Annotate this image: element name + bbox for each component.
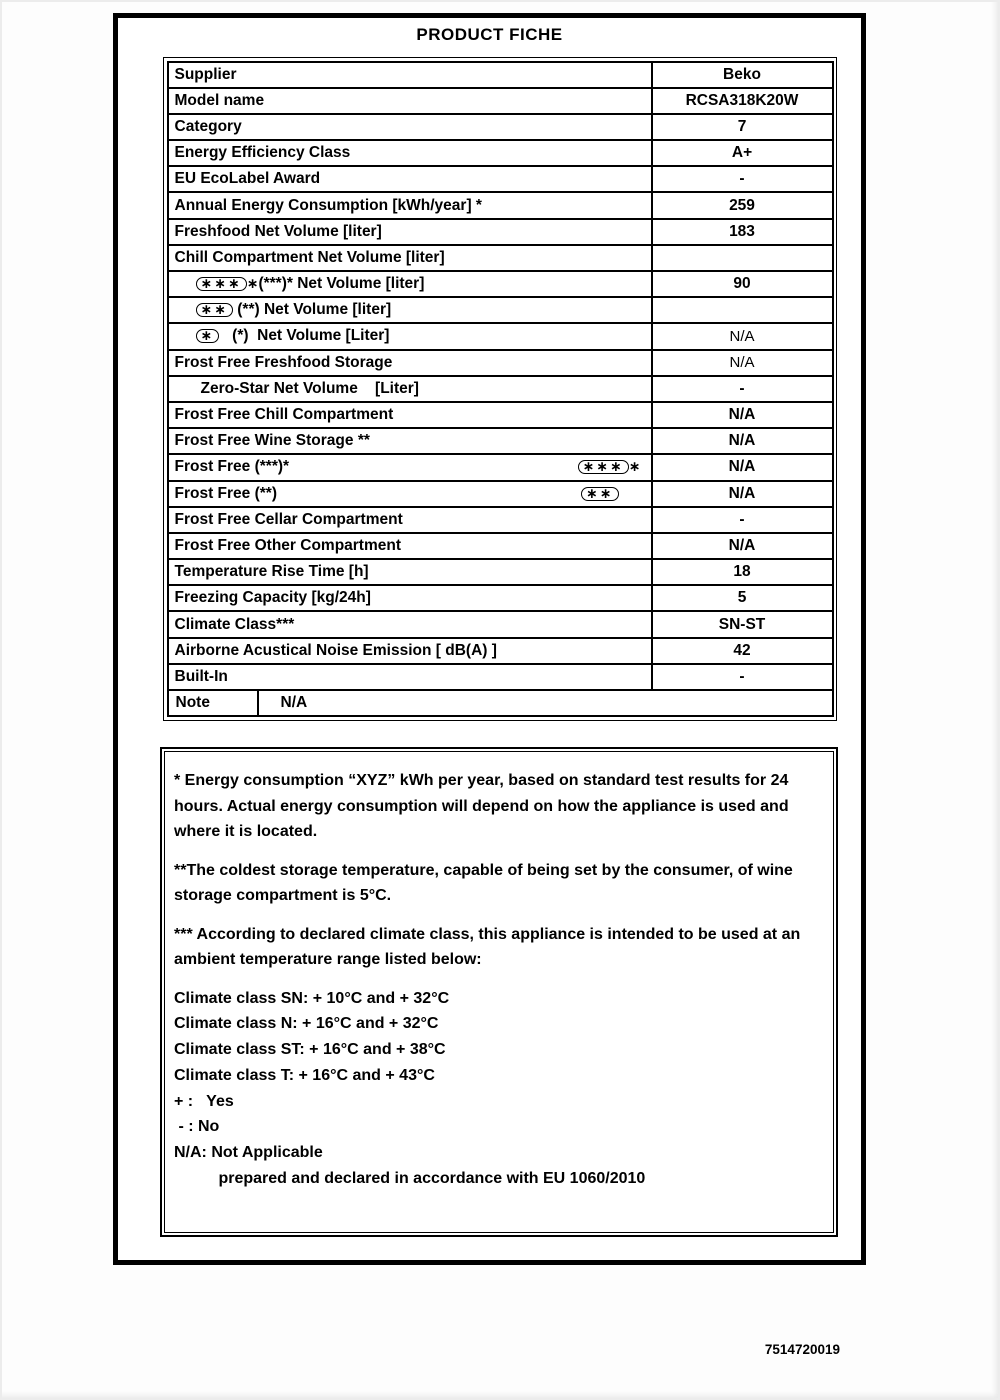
extra-star-icon: ∗ <box>628 458 641 475</box>
freezer-two-star-rating-icon: ∗∗ <box>196 303 233 317</box>
row-label <box>169 272 653 296</box>
table-row-frostfree-two-star <box>169 480 832 506</box>
table-row-freezing-capacity <box>169 584 832 610</box>
row-value: - <box>739 170 745 188</box>
row-value <box>653 246 832 270</box>
star-rating-group <box>581 484 618 501</box>
row-value: N/A <box>728 406 756 424</box>
freezer-three-star-rating-icon: ∗∗∗ <box>196 277 247 291</box>
row-label: Frost Free Freshfood Storage <box>169 351 653 375</box>
page-title: PRODUCT FICHE <box>416 25 563 44</box>
table-row-frostfree-chill <box>169 401 832 427</box>
legend-plus-yes-line: + : Yes <box>174 1092 234 1110</box>
table-row-annual-energy <box>169 191 832 217</box>
row-value: 183 <box>729 222 755 240</box>
row-value: N/A <box>728 484 756 502</box>
row-value: - <box>739 667 745 685</box>
row-label: Freshfood Net Volume [liter] <box>169 220 653 244</box>
table-row-temp-rise-time <box>169 558 832 584</box>
freezer-two-star-rating-icon: ∗∗ <box>581 487 618 501</box>
row-label <box>169 324 653 348</box>
row-label: Zero-Star Net Volume [Liter] <box>169 377 653 401</box>
row-value: N/A <box>729 354 755 372</box>
table-row-two-star-volume <box>169 296 832 322</box>
climate-class-sn-line: Climate class SN: + 10°C and + 32°C <box>174 989 450 1007</box>
table-row-built-in <box>169 663 832 689</box>
table-row-frostfree-other <box>169 532 832 558</box>
row-label <box>169 298 653 322</box>
row-label <box>169 455 653 479</box>
product-spec-table <box>163 57 837 721</box>
table-row-one-star-volume <box>169 322 832 348</box>
row-label: Frost Free Cellar Compartment <box>169 508 653 532</box>
row-label: Temperature Rise Time [h] <box>169 560 653 584</box>
row-label: Airborne Acustical Noise Emission [ dB(A) ] <box>169 639 653 663</box>
row-value: - <box>739 510 745 528</box>
legend-minus-no-line: - : No <box>174 1118 220 1136</box>
row-value: 7 <box>737 117 747 135</box>
note-value: N/A <box>280 694 308 712</box>
footnote-climate-class: *** According to declared climate class, this appliance is intended to be used at an ambient temperature range listed below: <box>174 925 805 968</box>
row-label: Built-In <box>169 665 653 689</box>
row-value: 90 <box>733 275 751 293</box>
row-label: Frost Free Chill Compartment <box>169 403 653 427</box>
row-label: Category <box>169 115 653 139</box>
table-row-model-name <box>169 87 832 113</box>
row-label-text: Frost Free (***)* <box>174 458 290 476</box>
row-label: EU EcoLabel Award <box>169 167 653 191</box>
row-value: 42 <box>733 641 751 659</box>
table-row-chill-volume <box>169 244 832 270</box>
table-row-note <box>169 689 832 715</box>
row-label: Frost Free Wine Storage ** <box>169 429 653 453</box>
table-row-zero-star-volume <box>169 375 832 401</box>
row-value: - <box>739 379 745 397</box>
row-label: Energy Efficiency Class <box>169 141 653 165</box>
climate-class-st-line: Climate class ST: + 16°C and + 38°C <box>174 1041 446 1059</box>
table-row-ecolabel <box>169 165 832 191</box>
footnotes-box <box>160 747 838 1237</box>
row-label: Chill Compartment Net Volume [liter] <box>169 246 653 270</box>
row-value: 5 <box>737 589 747 607</box>
extra-star-icon: ∗ <box>246 275 259 292</box>
row-value: N/A <box>728 536 756 554</box>
table-row-frostfree-cellar <box>169 506 832 532</box>
table-row-frostfree-three-star <box>169 453 832 479</box>
legend-na-line: N/A: Not Applicable <box>174 1144 323 1162</box>
table-row-noise-emission <box>169 637 832 663</box>
row-label-text: (***)* Net Volume [liter] <box>258 275 425 293</box>
row-value: Beko <box>723 65 761 83</box>
table-row-frostfree-wine <box>169 427 832 453</box>
row-label: Annual Energy Consumption [kWh/year] * <box>169 193 653 217</box>
row-label: Model name <box>169 89 653 113</box>
freezer-three-star-rating-icon: ∗∗∗ <box>578 460 629 474</box>
row-label: Freezing Capacity [kg/24h] <box>169 586 653 610</box>
footnote-wine-storage: **The coldest storage temperature, capable of being set by the consumer, of wine storage compartment is 5°C. <box>174 861 798 904</box>
climate-class-t-line: Climate class T: + 16°C and + 43°C <box>174 1066 435 1084</box>
row-value: N/A <box>728 432 756 450</box>
table-row-energy-class <box>169 139 832 165</box>
row-label-text: Frost Free (**) <box>174 484 277 502</box>
table-row-supplier <box>169 63 832 87</box>
footnote-energy-consumption: * Energy consumption “XYZ” kWh per year, based on standard test results for 24 hours. Actual energy consumption will depend on how the appliance is used and where it is located. <box>174 772 794 840</box>
table-row-freshfood-volume <box>169 218 832 244</box>
product-spec-table-body <box>167 61 834 718</box>
row-value: 18 <box>733 563 751 581</box>
table-row-three-star-volume <box>169 270 832 296</box>
row-label <box>169 482 653 506</box>
row-label: Supplier <box>169 63 653 87</box>
row-value <box>653 298 832 322</box>
declaration-line: prepared and declared in accordance with EU 1060/2010 <box>174 1170 646 1188</box>
row-value: SN-ST <box>718 615 766 633</box>
fiche-frame <box>113 13 866 1265</box>
row-value: A+ <box>731 144 753 162</box>
row-label-text: (*) Net Volume [Liter] <box>219 327 390 345</box>
climate-class-n-line: Climate class N: + 16°C and + 32°C <box>174 1015 439 1033</box>
footnotes-content <box>164 751 834 1233</box>
row-value: RCSA318K20W <box>685 91 799 109</box>
table-row-climate-class <box>169 610 832 636</box>
document-code: 7514720019 <box>764 1342 840 1357</box>
star-rating-group <box>578 460 641 474</box>
row-value: 259 <box>729 196 755 214</box>
row-label-text: (**) Net Volume [liter] <box>232 301 392 319</box>
row-value: N/A <box>728 458 756 476</box>
note-label: Note <box>169 691 259 715</box>
table-row-category <box>169 113 832 139</box>
freezer-one-star-rating-icon: ∗ <box>196 329 220 343</box>
row-value: N/A <box>729 327 755 345</box>
row-label: Frost Free Other Compartment <box>169 534 653 558</box>
table-row-frostfree-freshfood <box>169 349 832 375</box>
row-label: Climate Class*** <box>169 612 653 636</box>
